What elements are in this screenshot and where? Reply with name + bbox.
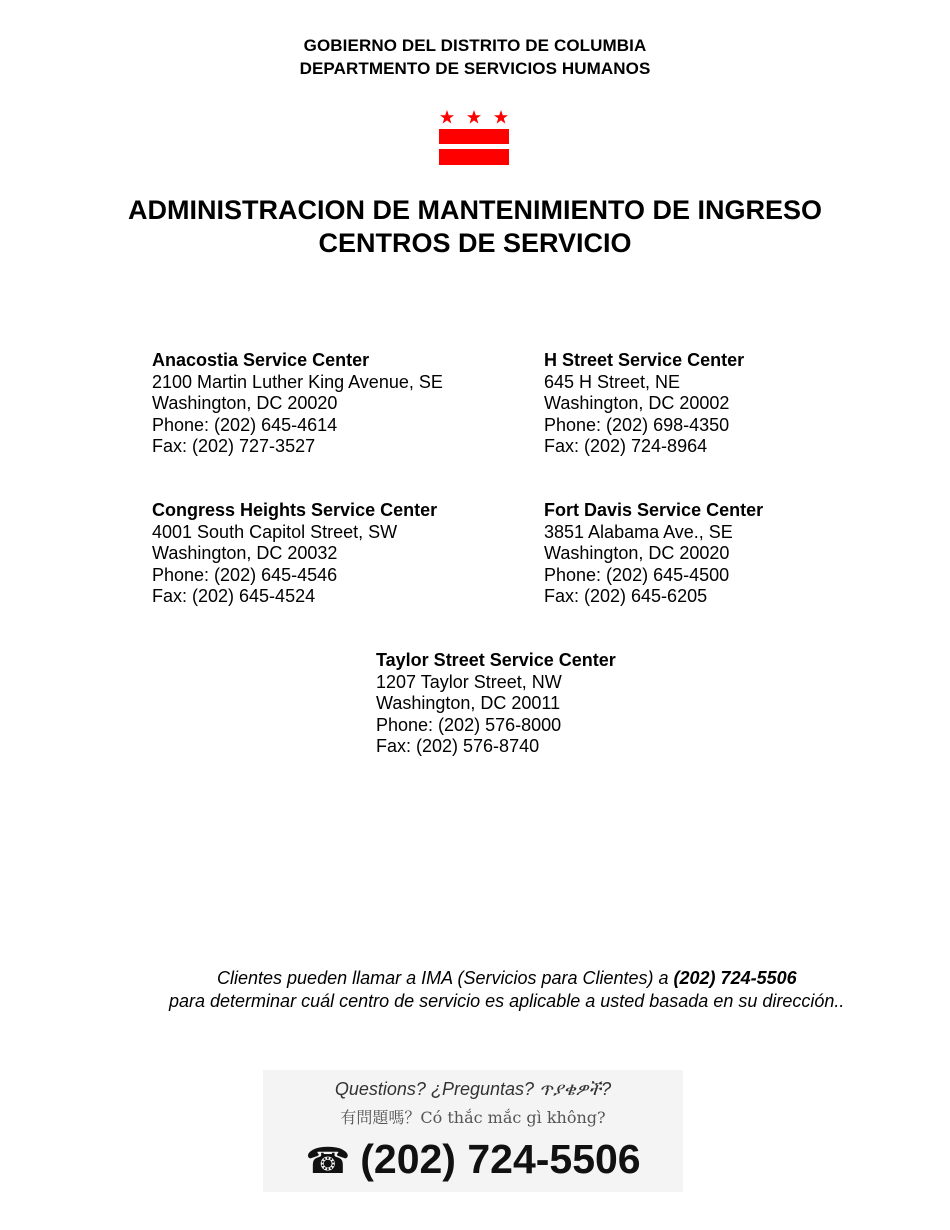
star-icon [467, 110, 481, 124]
star-icon [440, 110, 454, 124]
center-address: 2100 Martin Luther King Avenue, SE [152, 371, 443, 392]
questions-phone-number: (202) 724-5506 [360, 1136, 641, 1182]
questions-multilingual-1: Questions? ¿Preguntas? ጥያቄዎች? [334, 1079, 612, 1099]
center-city: Washington, DC 20002 [544, 393, 730, 413]
center-fax: Fax: (202) 724-8964 [544, 436, 708, 456]
center-phone: Phone: (202) 698-4350 [544, 414, 730, 435]
center-phone: Phone: (202) 645-4500 [544, 564, 730, 585]
questions-phone [263, 1136, 683, 1183]
center-name: H Street Service Center [544, 350, 745, 370]
questions-multilingual-2: 有問題嗎？Có thắc mắc gì không? [340, 1108, 606, 1127]
center-city: Washington, DC 20032 [152, 543, 338, 563]
service-center-fort-davis [544, 500, 763, 608]
flag-bar-top [439, 129, 509, 144]
center-fax: Fax: (202) 727-3527 [152, 436, 316, 456]
center-fax: Fax: (202) 645-4524 [152, 586, 316, 606]
title-line-2: CENTROS DE SERVICIO [318, 228, 632, 258]
center-fax: Fax: (202) 576-8740 [376, 736, 540, 756]
center-address: 4001 South Capitol Street, SW [152, 521, 398, 542]
service-center-h-street [544, 350, 744, 458]
questions-box [263, 1070, 683, 1192]
center-city: Washington, DC 20020 [152, 393, 338, 413]
government-header [0, 34, 950, 80]
note-text: Clientes pueden llamar a IMA (Servicios para Clientes) a [217, 968, 674, 988]
star-icon [494, 110, 508, 124]
center-city: Washington, DC 20011 [376, 693, 561, 713]
header-line-1: GOBIERNO DEL DISTRITO DE COLUMBIA [303, 36, 647, 55]
center-name: Anacostia Service Center [152, 350, 370, 370]
note-line-2: para determinar cuál centro de servicio es aplicable a usted basada en su dirección.. [169, 991, 845, 1011]
center-phone: Phone: (202) 645-4614 [152, 414, 338, 435]
center-fax: Fax: (202) 645-6205 [544, 586, 708, 606]
center-name: Fort Davis Service Center [544, 500, 764, 520]
title-line-1: ADMINISTRACION DE MANTENIMIENTO DE INGRESO [127, 195, 823, 225]
center-name: Taylor Street Service Center [376, 650, 616, 670]
note-phone: (202) 724-5506 [673, 968, 797, 988]
center-address: 645 H Street, NE [544, 371, 681, 392]
center-phone: Phone: (202) 576-8000 [376, 714, 562, 735]
header-line-2: DEPARTMENTO DE SERVICIOS HUMANOS [299, 59, 651, 78]
page-title [0, 194, 950, 260]
dc-flag-icon [439, 108, 509, 166]
note-line-1 [217, 967, 797, 990]
service-center-congress-heights [152, 500, 437, 608]
service-center-taylor-street [376, 650, 616, 758]
flag-bar-bottom [439, 149, 509, 165]
center-name: Congress Heights Service Center [152, 500, 438, 520]
center-address: 3851 Alabama Ave., SE [544, 521, 733, 542]
center-phone: Phone: (202) 645-4546 [152, 564, 338, 585]
center-address: 1207 Taylor Street, NW [376, 671, 562, 692]
service-center-anacostia [152, 350, 443, 458]
center-city: Washington, DC 20020 [544, 543, 730, 563]
telephone-icon: ☎ [305, 1140, 351, 1181]
